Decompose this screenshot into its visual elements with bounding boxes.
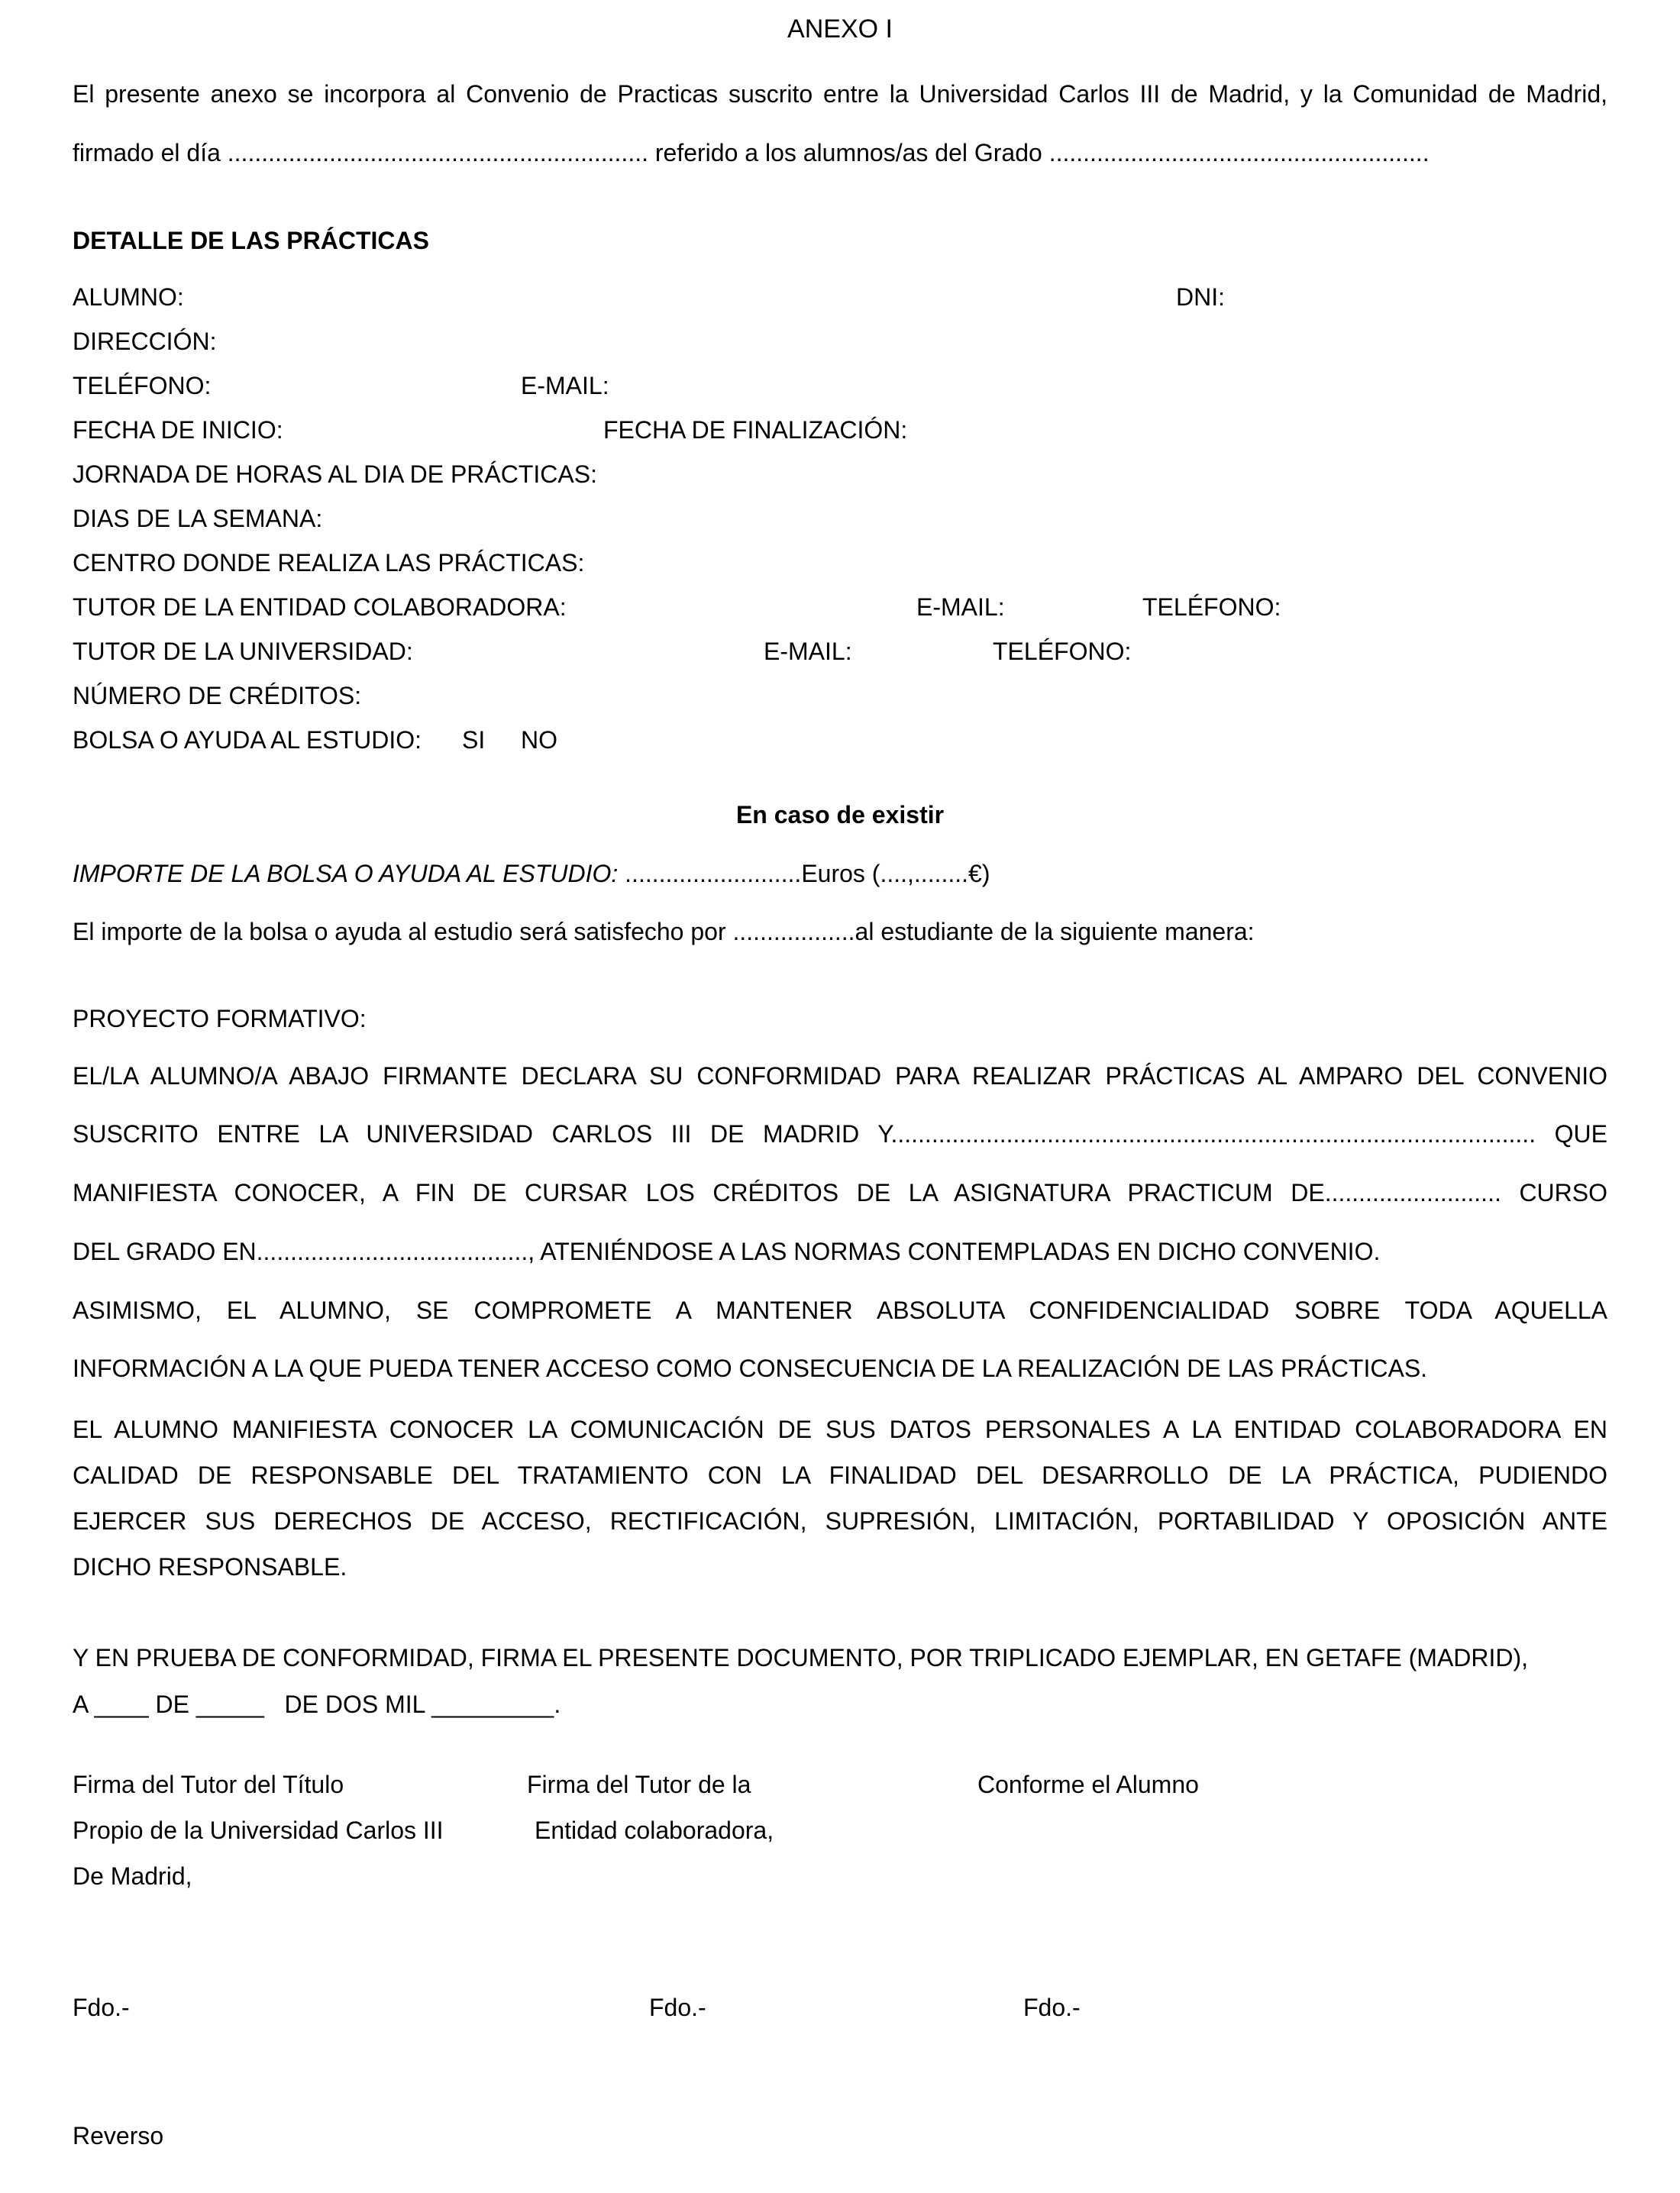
importe-dotted-value: ..........................Euros (....,........€) <box>618 860 990 887</box>
tutor-entidad-email-label: E-MAIL: <box>916 593 1005 621</box>
dni-label: DNI: <box>1176 283 1225 311</box>
importe-line <box>73 859 990 888</box>
fecha-finalizacion-label: FECHA DE FINALIZACIÓN: <box>603 416 908 444</box>
bolsa-option-si: SI <box>462 726 486 754</box>
satisfecho-line: El importe de la bolsa o ayuda al estudio será satisfecho por ..................al estudiante de la siguiente manera: <box>73 918 1255 945</box>
firma-col1-line-3: De Madrid, <box>73 1862 192 1890</box>
firma-col1-line-1: Firma del Tutor del Título <box>73 1771 344 1798</box>
datos-line-3: EJERCER SUS DERECHOS DE ACCESO, RECTIFICACIÓN, SUPRESIÓN, LIMITACIÓN, PORTABILIDAD Y OPOSICIÓN ANTE <box>73 1507 1607 1535</box>
declaracion-line-2: SUSCRITO ENTRE LA UNIVERSIDAD CARLOS III DE MADRID Y............................................................................................... QUE <box>73 1120 1607 1148</box>
bolsa-label: BOLSA O AYUDA AL ESTUDIO: <box>73 726 422 754</box>
proyecto-heading: PROYECTO FORMATIVO: <box>73 1005 367 1032</box>
creditos-label: NÚMERO DE CRÉDITOS: <box>73 682 362 709</box>
tutor-universidad-label: TUTOR DE LA UNIVERSIDAD: <box>73 638 413 665</box>
confidencialidad-line-1: ASIMISMO, EL ALUMNO, SE COMPROMETE A MANTENER ABSOLUTA CONFIDENCIALIDAD SOBRE TODA AQUELLA <box>73 1297 1607 1324</box>
fdo-col3: Fdo.- <box>1023 1994 1081 2021</box>
datos-line-2: CALIDAD DE RESPONSABLE DEL TRATAMIENTO CON LA FINALIDAD DEL DESARROLLO DE LA PRÁCTICA, PUDIENDO <box>73 1461 1607 1489</box>
reverso-label: Reverso <box>73 2122 164 2149</box>
datos-line-4: DICHO RESPONSABLE. <box>73 1553 347 1581</box>
direccion-label: DIRECCIÓN: <box>73 328 217 355</box>
intro-line-2: firmado el día .............................................................. referido a los alumnos/as del Grado ........................................................ <box>73 139 1430 166</box>
centro-label: CENTRO DONDE REALIZA LAS PRÁCTICAS: <box>73 549 585 577</box>
firma-col2-line-2: Entidad colaboradora, <box>535 1817 774 1844</box>
fdo-col2: Fdo.- <box>649 1994 706 2021</box>
bolsa-option-no: NO <box>521 726 557 754</box>
fdo-col1: Fdo.- <box>73 1994 130 2021</box>
jornada-label: JORNADA DE HORAS AL DIA DE PRÁCTICAS: <box>73 460 597 488</box>
intro-line-1: El presente anexo se incorpora al Convenio de Practicas suscrito entre la Universidad Carlos III de Madrid, y la Comunidad de Madrid, <box>73 80 1607 108</box>
tutor-entidad-telefono-label: TELÉFONO: <box>1142 593 1281 621</box>
dias-semana-label: DIAS DE LA SEMANA: <box>73 505 323 532</box>
detalle-heading: DETALLE DE LAS PRÁCTICAS <box>73 227 429 254</box>
declaracion-line-1: EL/LA ALUMNO/A ABAJO FIRMANTE DECLARA SU CONFORMIDAD PARA REALIZAR PRÁCTICAS AL AMPARO DEL CONVENIO <box>73 1062 1607 1090</box>
prueba-line-2: A ____ DE _____ DE DOS MIL _________. <box>73 1691 561 1718</box>
alumno-label: ALUMNO: <box>73 283 184 311</box>
caso-heading: En caso de existir <box>735 801 945 828</box>
tutor-universidad-telefono-label: TELÉFONO: <box>993 638 1132 665</box>
importe-label: IMPORTE DE LA BOLSA O AYUDA AL ESTUDIO: <box>73 860 619 887</box>
prueba-line-1: Y EN PRUEBA DE CONFORMIDAD, FIRMA EL PRESENTE DOCUMENTO, POR TRIPLICADO EJEMPLAR, EN GETAFE (MADRID), <box>73 1644 1529 1671</box>
confidencialidad-line-2: INFORMACIÓN A LA QUE PUEDA TENER ACCESO COMO CONSECUENCIA DE LA REALIZACIÓN DE LAS PRÁCTICAS. <box>73 1355 1428 1382</box>
firma-col2-line-1: Firma del Tutor de la <box>527 1771 751 1798</box>
declaracion-line-3: MANIFIESTA CONOCER, A FIN DE CURSAR LOS CRÉDITOS DE LA ASIGNATURA PRACTICUM DE.......................... CURSO <box>73 1179 1607 1206</box>
firma-col3-line-1: Conforme el Alumno <box>977 1771 1199 1798</box>
datos-line-1: EL ALUMNO MANIFIESTA CONOCER LA COMUNICACIÓN DE SUS DATOS PERSONALES A LA ENTIDAD COLABORADORA EN <box>73 1416 1607 1443</box>
declaracion-line-4: DEL GRADO EN........................................, ATENIÉNDOSE A LAS NORMAS CONTEMPLADAS EN DICHO CONVENIO. <box>73 1238 1381 1265</box>
tutor-universidad-email-label: E-MAIL: <box>764 638 852 665</box>
telefono-label: TELÉFONO: <box>73 372 212 399</box>
page-title: ANEXO I <box>787 15 893 44</box>
firma-col1-line-2: Propio de la Universidad Carlos III <box>73 1817 444 1844</box>
tutor-entidad-label: TUTOR DE LA ENTIDAD COLABORADORA: <box>73 593 567 621</box>
email-label: E-MAIL: <box>521 372 609 399</box>
fecha-inicio-label: FECHA DE INICIO: <box>73 416 283 444</box>
